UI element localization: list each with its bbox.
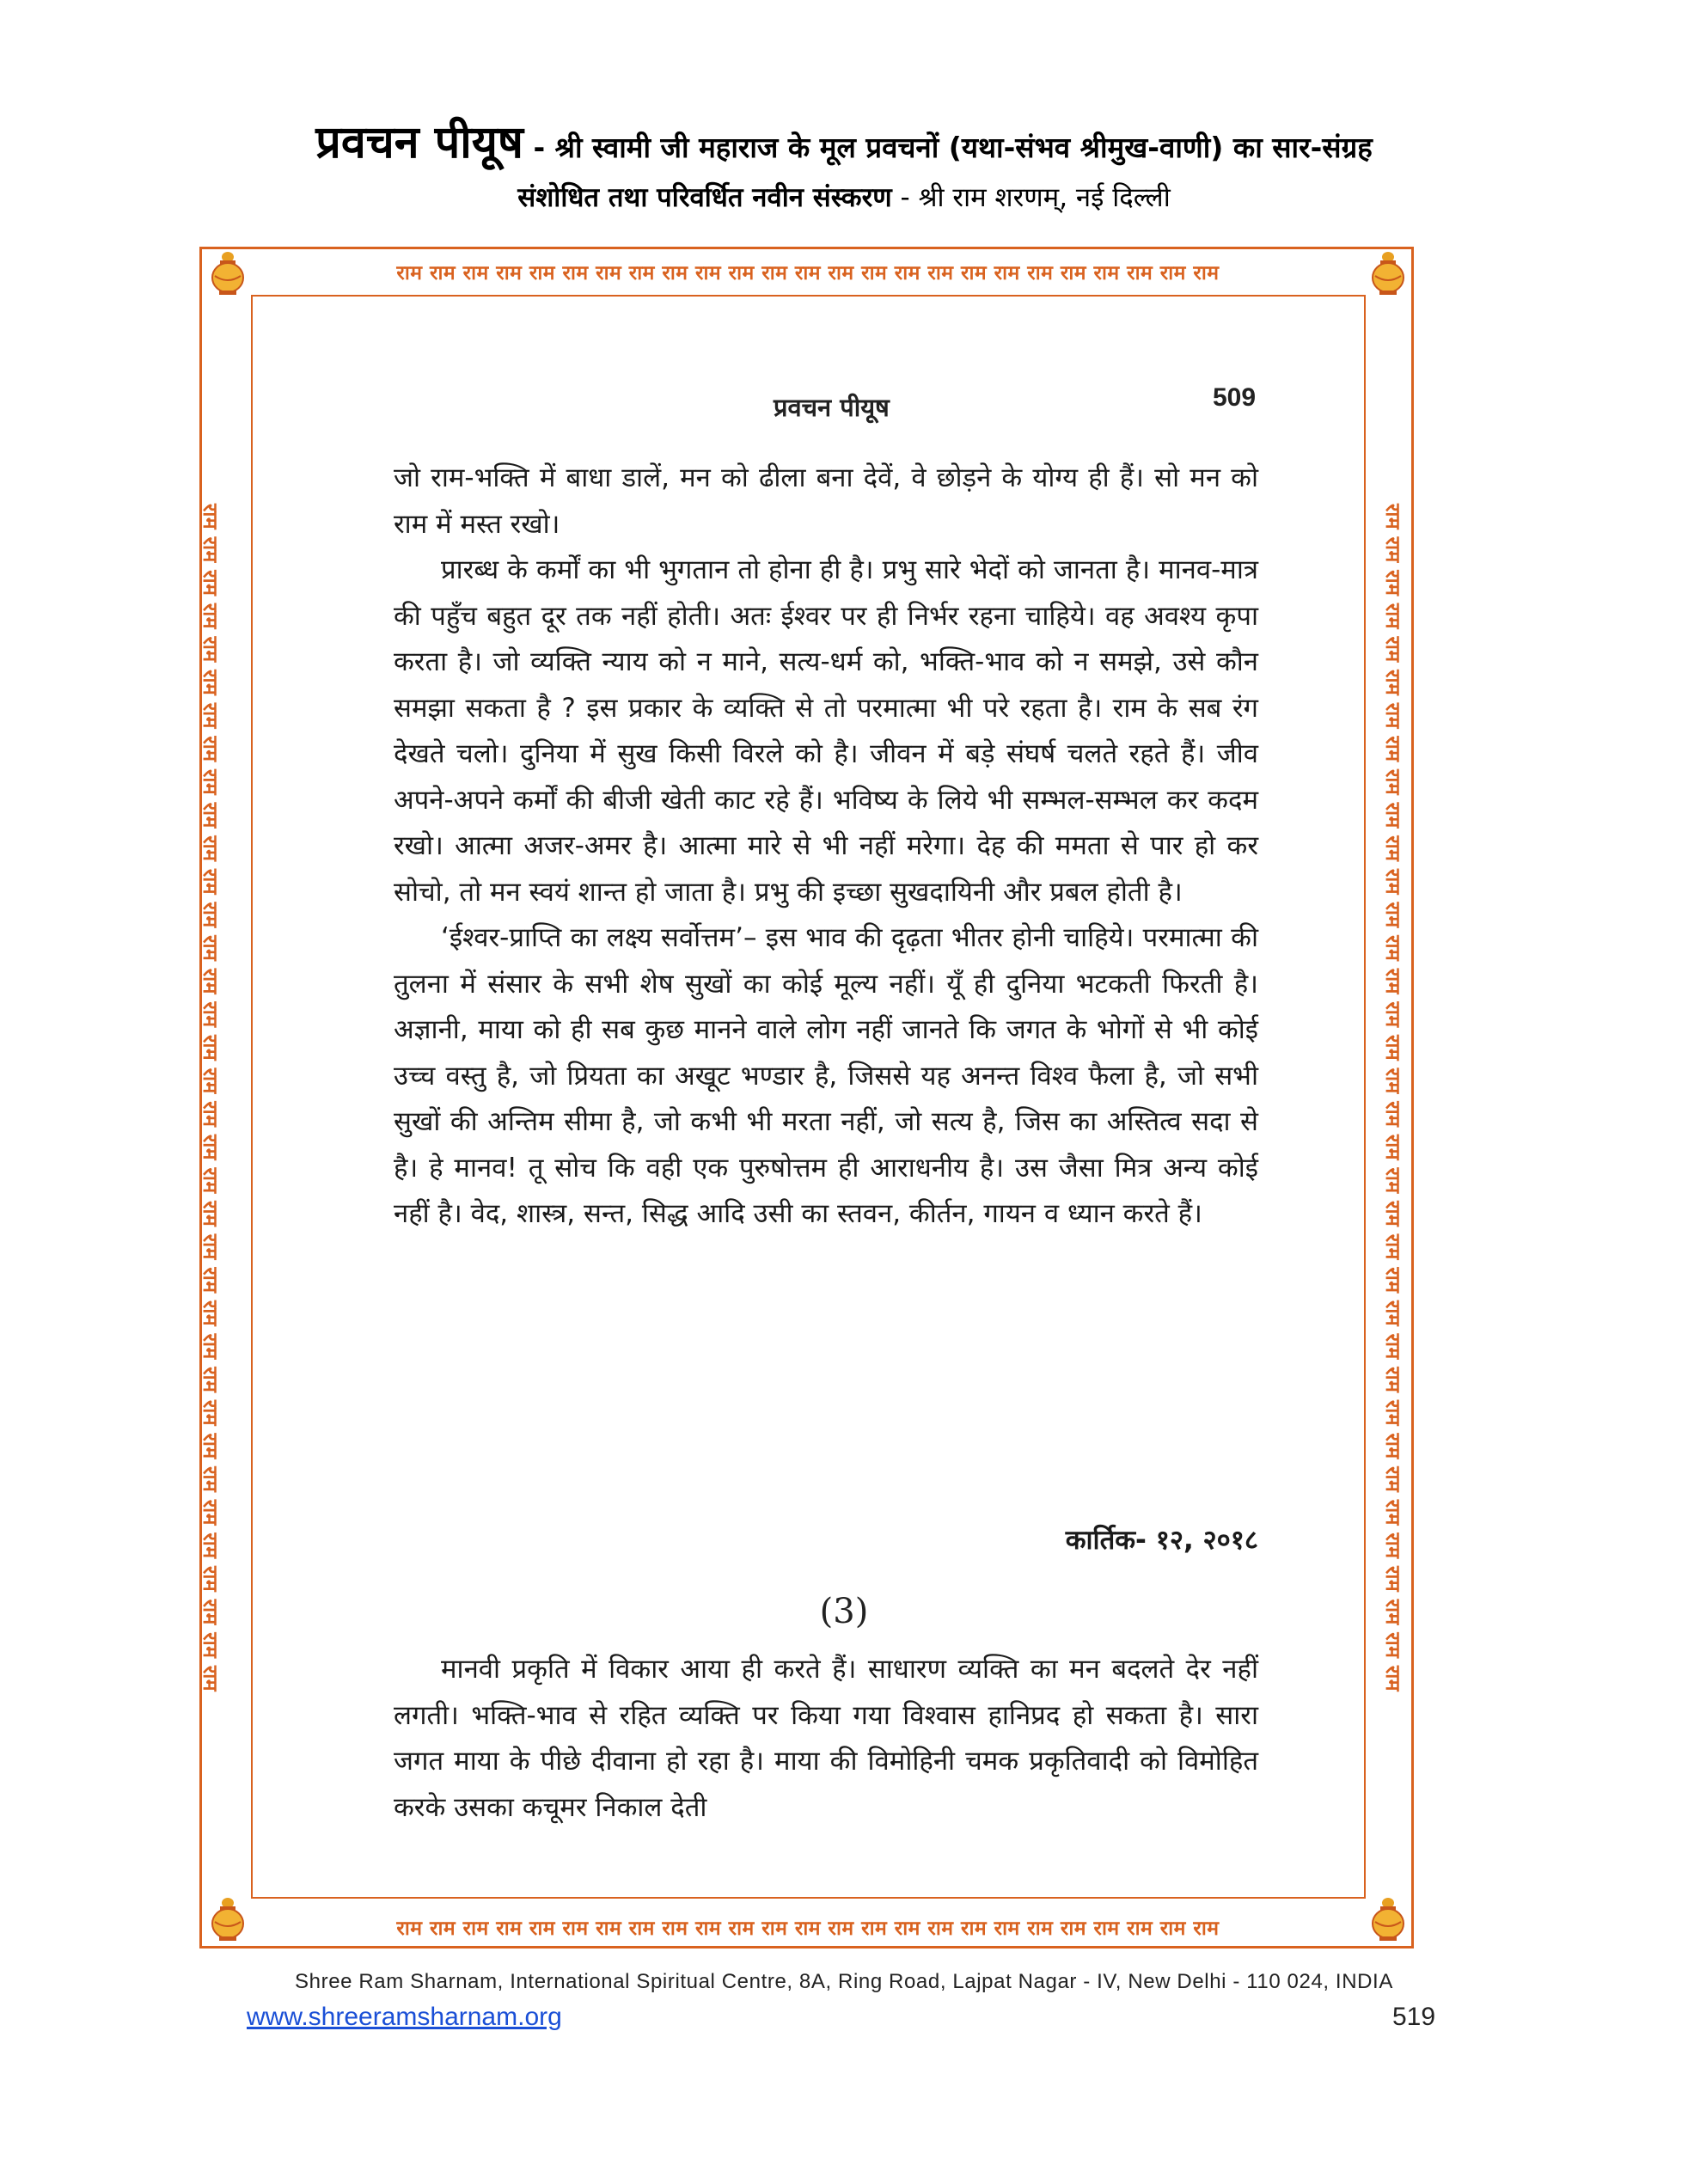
website-link[interactable]: www.shreeramsharnam.org — [247, 2003, 562, 2031]
footer-address: Shree Ram Sharnam, International Spiritual Centre, 8A, Ring Road, Lajpat Nagar - IV, New Delhi - 110 024, INDIA — [295, 1970, 1393, 1993]
date-signature: कार्तिक- १२, २०१८ — [1065, 1525, 1258, 1556]
section-body-text — [394, 1647, 1258, 1831]
kalash-icon — [1365, 1896, 1411, 1942]
paragraph: मानवी प्रकृति में विकार आया ही करते हैं। साधारण व्यक्ति का मन बदलते देर नहीं लगती। भक्ति-भाव से रहित व्यक्ति पर किया गया विश्वास हानिप्रद हो सकता है। सारा जगत माया के पीछे दीवाना हो रहा है। माया की विमोहिनी चमक प्रकृतिवादी को विमोहित करके उसका कचूमर निकाल देती — [394, 1654, 1258, 1823]
footer-page-number: 519 — [1392, 2003, 1436, 2031]
paragraph: प्रारब्ध के कर्मों का भी भुगतान तो होना ही है। प्रभु सारे भेदों को जानता है। मानव-मात्र की पहुँच बहुत दूर तक नहीं होती। अतः ईश्वर पर ही निर्भर रहना चाहिये। वह अवश्य कृपा करता है। जो व्यक्ति न्याय को न माने, सत्य-धर्म को, भक्ति-भाव को न समझे, उसे कौन समझा सकता है ? इस प्रकार के व्यक्ति से तो परमात्मा भी परे रहता है। राम के सब रंग देखते चलो। दुनिया में सुख किसी विरले को है। जीवन में बड़े संघर्ष चलते रहते हैं। जीव अपने-अपने कर्मों की बीजी खेती काट रहे हैं। भविष्य के लिये भी सम्भल-सम्भल कर कदम रखो। आत्मा अजर-अमर है। आत्मा मारे से भी नहीं मरेगा। देह की ममता से पार हो कर सोचो, तो मन स्वयं शान्त हो जाता है। प्रभु की इच्छा सुखदायिनी और प्रबल होती है। — [394, 554, 1258, 908]
book-page-number: 509 — [1213, 383, 1257, 412]
border-ram-top: राम राम राम राम राम राम राम राम राम राम राम राम राम राम राम राम राम राम राम राम राम राम राम राम राम — [396, 262, 1220, 284]
border-ram-right: राम राम राम राम राम राम राम राम राम राम राम राम राम राम राम राम राम राम राम राम राम राम राम राम राम राम राम राम राम राम राम राम राम राम राम राम — [1381, 503, 1404, 1692]
border-ram-bottom: राम राम राम राम राम राम राम राम राम राम राम राम राम राम राम राम राम राम राम राम राम राम राम राम राम — [396, 1918, 1220, 1940]
kalash-icon — [205, 1896, 251, 1942]
kalash-icon — [1365, 250, 1411, 297]
document-header-subtitle — [0, 179, 1688, 215]
header-title-subtext: - श्री स्वामी जी महाराज के मूल प्रवचनों (यथा-संभव श्रीमुख-वाणी) का सार-संग्रह — [523, 131, 1373, 164]
section-number: (3) — [819, 1592, 869, 1631]
header-publisher: - श्री राम शरणम्, नई दिल्ली — [891, 182, 1171, 213]
paragraph: ‘ईश्वर-प्राप्ति का लक्ष्य सर्वोत्तम’– इस भाव की दृढ़ता भीतर होनी चाहिये। परमात्मा की तुलना में संसार के सभी शेष सुखों का कोई मूल्य नहीं। यूँ ही दुनिया भटकती फिरती है। अज्ञानी, माया को ही सब कुछ मानने वाले लोग नहीं जानते कि जगत के भोगों से भी कोई उच्च वस्तु है, जो प्रियता का अखूट भण्डार है, जिससे यह अनन्त विश्व फैला है, जो सभी सुखों की अन्तिम सीमा है, जो कभी भी मरता नहीं, जो सत्य है, जिस का अस्तित्व सदा से है। हे मानव! तू सोच कि वही एक पुरुषोत्तम ही आराधनीय है। उस जैसा मित्र अन्य कोई नहीं है। वेद, शास्त्र, सन्त, सिद्ध आदि उसी का स्तवन, कीर्तन, गायन व ध्यान करते हैं। — [394, 922, 1258, 1229]
running-title: प्रवचन पीयूष — [774, 393, 890, 422]
header-edition: संशोधित तथा परिवर्धित नवीन संस्करण — [517, 182, 892, 213]
body-text — [394, 456, 1258, 1238]
scanned-page-header — [0, 383, 1688, 425]
border-ram-left: राम राम राम राम राम राम राम राम राम राम राम राम राम राम राम राम राम राम राम राम राम राम राम राम राम राम राम राम राम राम राम राम राम राम राम राम — [199, 503, 221, 1692]
header-title-main: प्रवचन पीयूष — [315, 117, 523, 168]
document-header-title — [0, 110, 1688, 171]
paragraph: जो राम-भक्ति में बाधा डालें, मन को ढीला बना देवें, वे छोड़ने के योग्य ही हैं। सो मन को राम में मस्त रखो। — [394, 462, 1258, 540]
kalash-icon — [205, 250, 251, 297]
